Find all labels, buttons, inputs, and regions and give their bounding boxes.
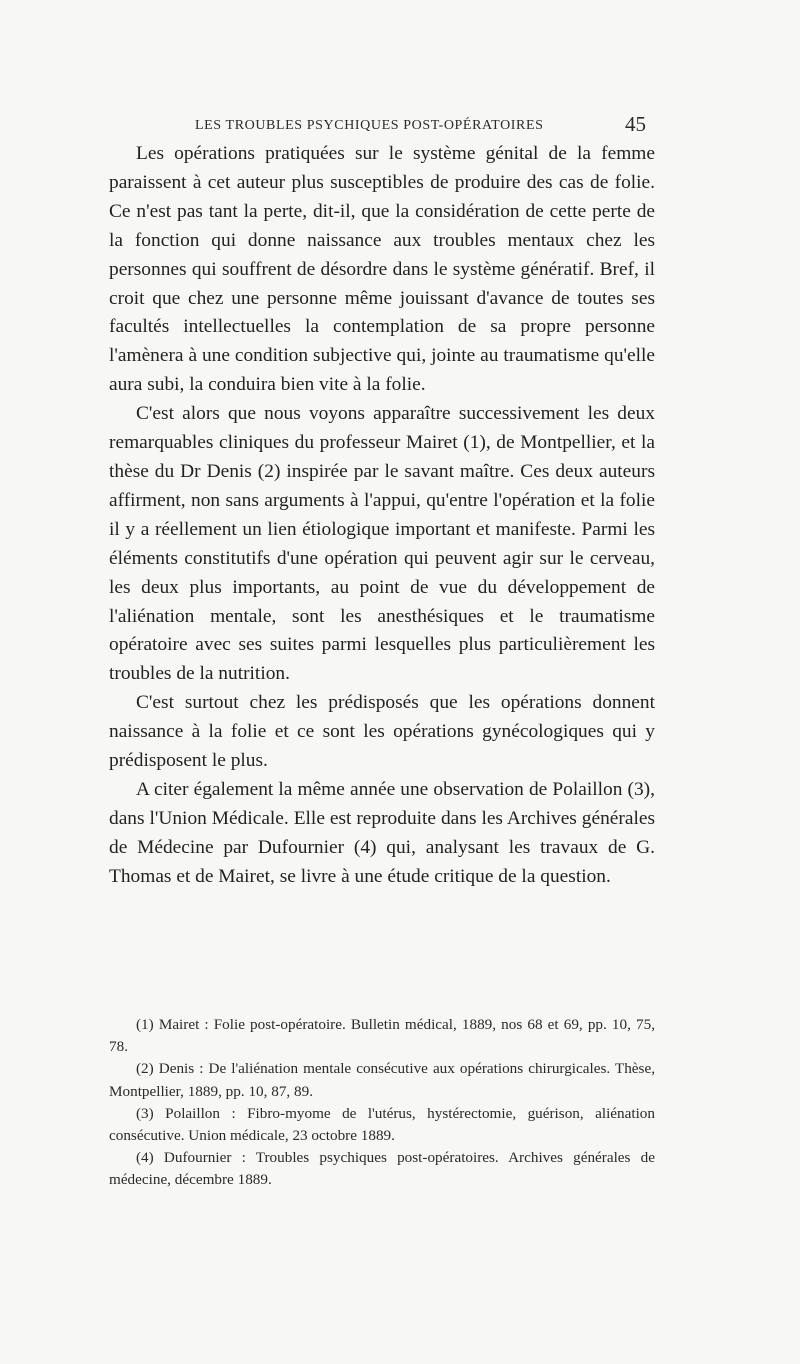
paragraph: Les opérations pratiquées sur le système génital de la femme paraissent à cet auteur plus susceptibles de produire des cas de folie. Ce n'est pas tant la perte, dit-il, que la considération de cette perte de la fonction qui donne naissance aux troubles mentaux chez les personnes qui souffrent de désordre dans le système génératif. Bref, il croit que chez une personne même jouissant d'avance de toutes ses facultés intellectuelles la contemplation de sa propre personne l'amènera à une condition subjective qui, jointe au traumatisme qu'elle aura subi, la conduira bien vite à la folie. xyxy=(109,143,655,396)
page-number: 45 xyxy=(625,112,646,136)
footnote: (1) Mairet : Folie post-opératoire. Bulletin médical, 1889, nos 68 et 69, pp. 10, 75, 78. xyxy=(109,1016,655,1056)
footnotes xyxy=(109,1014,655,1192)
footnote: (2) Denis : De l'aliénation mentale consécutive aux opérations chirurgicales. Thèse, Montpellier, 1889, pp. 10, 87, 89. xyxy=(109,1060,655,1100)
running-title: LES TROUBLES PSYCHIQUES POST-OPÉRATOIRES xyxy=(195,118,544,133)
footnote: (4) Dufournier : Troubles psychiques post-opératoires. Archives générales de médecine, décembre 1889. xyxy=(109,1149,655,1189)
paragraph: A citer également la même année une observation de Polaillon (3), dans l'Union Médicale. Elle est reproduite dans les Archives générales de Médecine par Dufournier (4) qui, analysant les travaux de G. Thomas et de Mairet, se livre à une étude critique de la question. xyxy=(109,778,655,887)
body-text xyxy=(109,140,655,892)
footnote: (3) Polaillon : Fibro-myome de l'utérus, hystérectomie, guérison, aliénation consécutive. Union médicale, 23 octobre 1889. xyxy=(109,1104,655,1145)
paragraph: C'est surtout chez les prédisposés que les opérations donnent naissance à la folie et ce sont les opérations gynécologiques qui y prédisposent le plus. xyxy=(109,692,655,772)
paragraph: C'est alors que nous voyons apparaître successivement les deux remarquables cliniques du professeur Mairet (1), de Montpellier, et la thèse du Dr Denis (2) inspirée par le savant maître. Ces deux auteurs affirment, non sans arguments à l'appui, qu'entre l'opération et la folie il y a réellement un lien étiologique important et manifeste. Parmi les éléments constitutifs d'une opération qui peuvent agir sur le cerveau, les deux plus importants, au point de vue du développement de l'aliénation mentale, sont les anesthésiques et le traumatisme opératoire avec ses suites parmi lesquelles plus particulièrement les troubles de la nutrition. xyxy=(109,403,655,685)
